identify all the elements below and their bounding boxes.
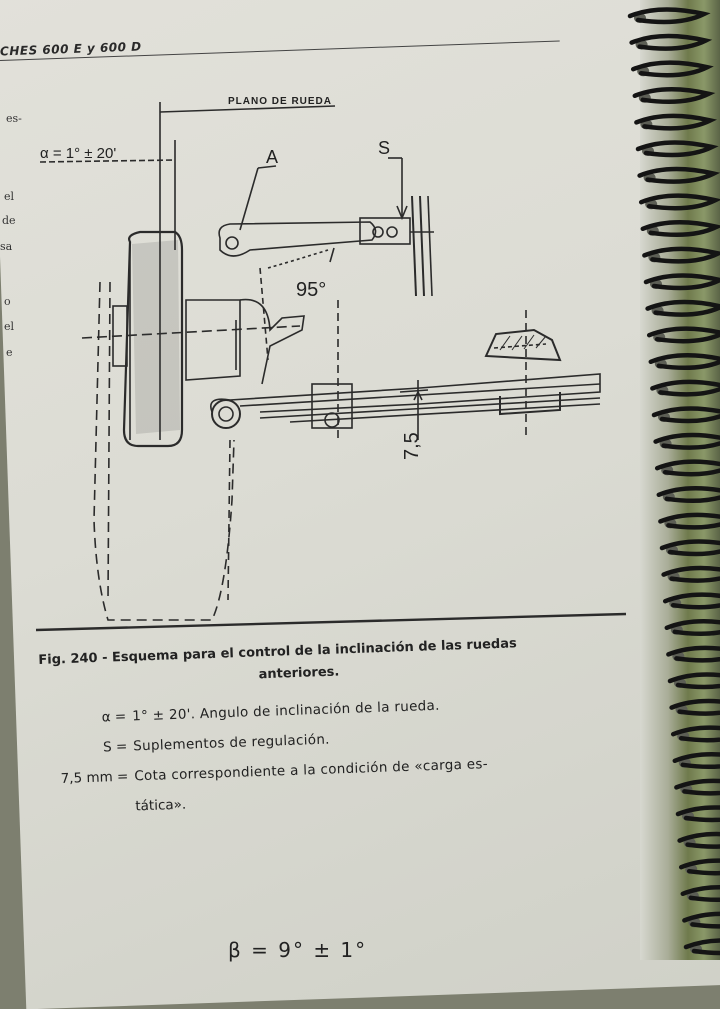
legend-key: α =: [101, 708, 127, 726]
binding-coil: [673, 728, 720, 741]
binding-coil: [670, 674, 720, 687]
point-s-label: S: [378, 138, 391, 158]
edge-word: de: [2, 214, 16, 227]
alpha-label: α = 1° ± 20': [40, 145, 117, 162]
plane-label: PLANO DE RUEDA: [228, 96, 333, 107]
edge-word: sa: [0, 240, 13, 253]
binding-coil: [672, 701, 720, 714]
footer-formula: β = 9° ± 1°: [228, 938, 368, 962]
height-label: 7,5: [401, 432, 423, 460]
legend-key: S =: [102, 738, 128, 756]
legend-text: 1° ± 20'. Angulo de inclinación de la rueda.: [131, 697, 440, 725]
binding-coil: [675, 754, 720, 767]
point-a-label: A: [266, 147, 279, 167]
running-header: CHES 600 E y 600 D: [0, 39, 142, 59]
edge-word: es-: [6, 112, 22, 125]
edge-word: e: [6, 346, 13, 359]
edge-word: el: [4, 190, 15, 203]
angle-label: 95°: [296, 279, 327, 301]
edge-word: o: [4, 295, 11, 308]
legend-text: Cota correspondiente a la condición de «carga es-: [134, 756, 489, 785]
legend-text: Suplementos de regulación.: [132, 731, 331, 755]
binding-coil: [680, 834, 720, 847]
legend-continuation: tática».: [135, 796, 187, 815]
caption-title-cont: anteriores.: [258, 664, 340, 683]
legend-key: 7,5 mm =: [60, 768, 129, 787]
binding-coil: [676, 781, 720, 794]
caption-title: Esquema para el control de la inclinación de las ruedas: [111, 636, 517, 666]
binding-coil: [681, 861, 720, 874]
figure-number: Fig. 240 -: [38, 650, 108, 668]
edge-word: el: [4, 320, 15, 333]
binding-coil: [678, 807, 720, 820]
